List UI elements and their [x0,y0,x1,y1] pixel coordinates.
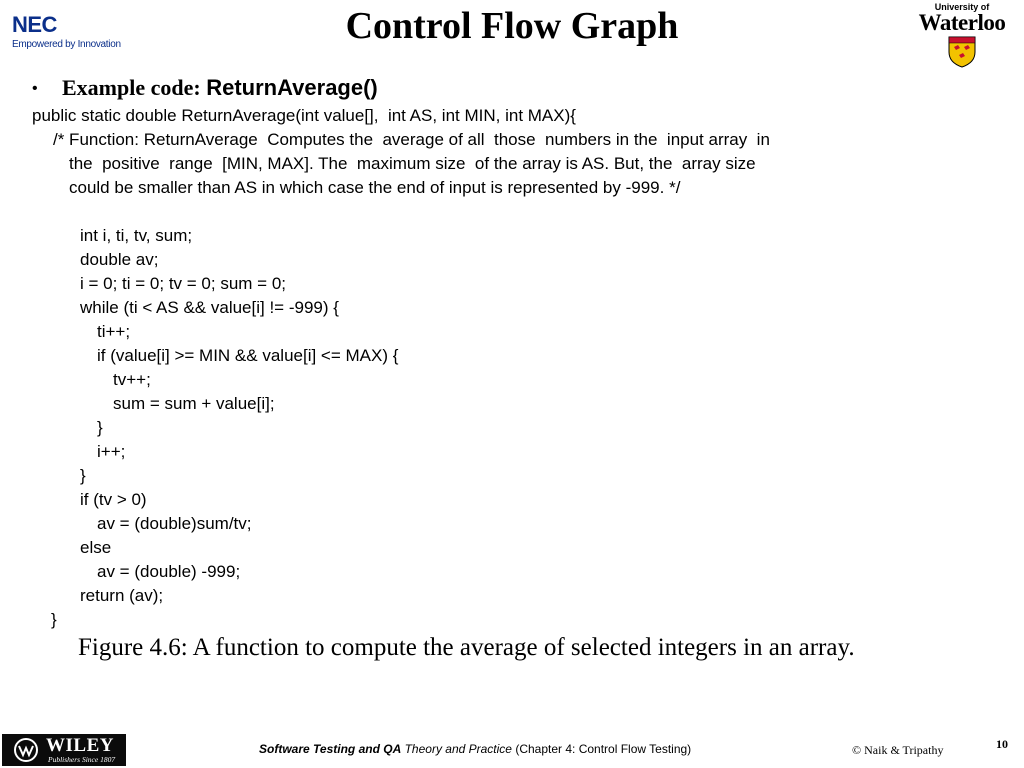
code-line: } [51,610,57,629]
example-heading [32,74,378,103]
footer-book-title: Software Testing and QA [259,742,402,756]
wiley-logo-subtitle: Publishers Since 1807 [48,755,116,764]
nec-logo-name: NEC [12,12,57,37]
code-line: } [80,466,86,485]
nec-logo-tagline: Empowered by Innovation [12,39,121,50]
code-line: } [97,418,103,437]
wiley-emblem-icon [12,737,40,763]
footer-copyright: © Naik & Tripathy [852,743,944,757]
page-number: 10 [996,737,1008,751]
code-line: the positive range [MIN, MAX]. The maximum size of the array is AS. But, the array size [69,154,756,173]
example-heading-function: ReturnAverage() [206,75,378,100]
code-line: else [80,538,112,557]
code-line: i = 0; ti = 0; tv = 0; sum = 0; [80,274,286,293]
waterloo-logo [906,2,1018,68]
code-line: int i, ti, tv, sum; [80,226,193,245]
wiley-logo-name: WILEY [46,735,114,756]
example-heading-label: Example code: [62,75,207,100]
code-line: sum = sum + value[i]; [113,394,275,413]
code-line: if (value[i] >= MIN && value[i] <= MAX) { [97,346,399,365]
footer-book-info [259,742,691,756]
footer-book-subtitle: Theory and Practice [404,742,512,756]
code-line: av = (double)sum/tv; [97,514,252,533]
bullet-icon: • [32,80,38,97]
wiley-logo [2,734,126,766]
footer-chapter: (Chapter 4: Control Flow Testing) [515,742,692,756]
code-line: /* Function: ReturnAverage Computes the average of all those numbers in the input array in [53,130,770,149]
code-line: double av; [80,250,159,269]
code-line: return (av); [80,586,164,605]
code-line: could be smaller than AS in which case the end of input is represented by -999. */ [69,178,681,197]
waterloo-logo-small-text: University of [934,2,990,12]
code-line: av = (double) -999; [97,562,241,581]
code-line: public static double ReturnAverage(int value[], int AS, int MIN, int MAX){ [32,106,576,125]
waterloo-crest-icon [948,36,976,68]
code-line: tv++; [113,370,151,389]
waterloo-logo-name: Waterloo [918,10,1006,35]
code-line: ti++; [97,322,131,341]
code-line: while (ti < AS && value[i] != -999) { [80,298,339,317]
code-line: i++; [97,442,126,461]
figure-caption: Figure 4.6: A function to compute the average of selected integers in an array. [78,634,855,661]
code-line: if (tv > 0) [80,490,147,509]
slide-title: Control Flow Graph [345,5,679,47]
